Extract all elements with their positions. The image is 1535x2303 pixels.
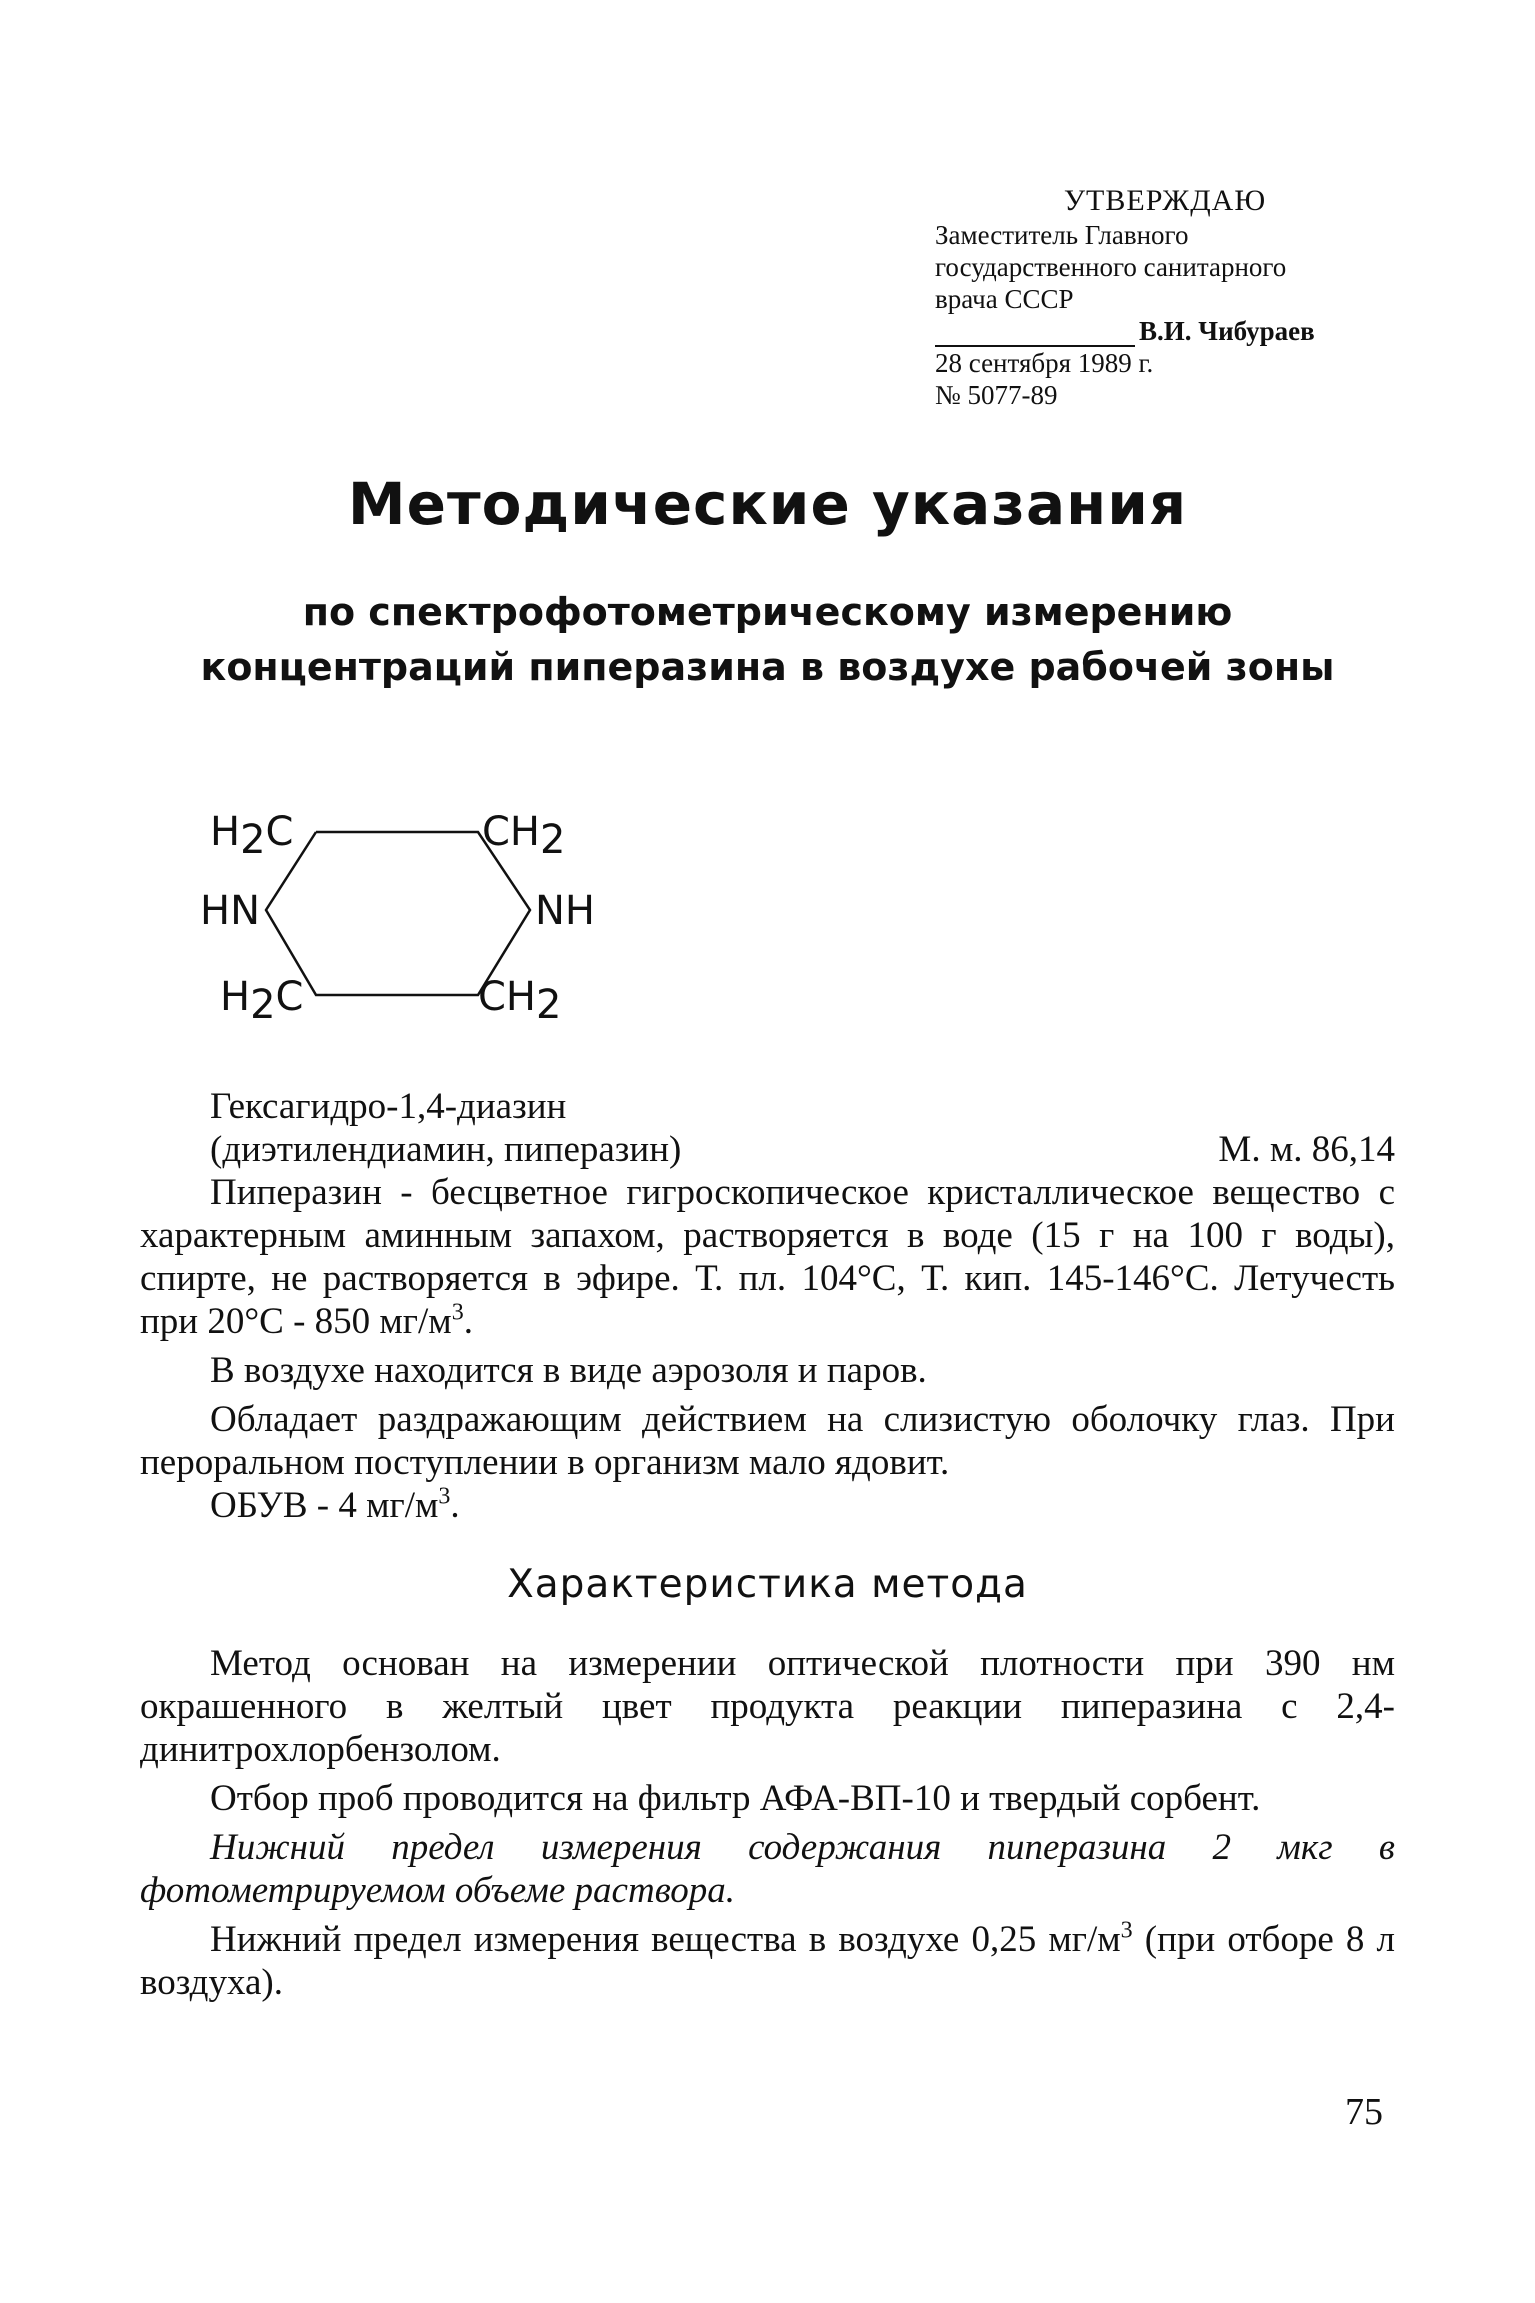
signatory-name: В.И. Чибураев (1139, 316, 1315, 346)
ring-bonds (266, 832, 530, 995)
signature-line (935, 315, 1395, 347)
paragraph-air-state: В воздухе находится в виде аэрозоля и паров. (210, 1350, 927, 1391)
label-ch2-bottom: CH2 (478, 974, 562, 1028)
signature-underline (935, 319, 1135, 347)
label-h2c-bottom: H2C (220, 974, 304, 1028)
method-lower-limit-solution: Нижний предел измерения содержания пиперазина 2 мкг в фотометрируемом объеме раствора. (140, 1827, 1395, 1911)
method-principle: Метод основан на измерении оптической плотности при 390 нм окрашенного в желтый цвет продукта реакции пиперазина с 2,4-динитрохлорбензолом. (140, 1643, 1395, 1770)
approval-position-1: Заместитель Главного (935, 220, 1189, 250)
label-ch2-top: CH2 (482, 809, 566, 863)
paragraph-properties: Пиперазин - бесцветное гигроскопическое кристаллическое вещество с характерным аминным запахом, растворяется в воде (15 г на 100 г воды), спирте, не растворяется в эфире. Т. пл. 104°С, Т. кип. 145-146°С. Летучесть при 20°С - 850 $мг/м^3$. (140, 1172, 1395, 1342)
approval-position-3: врача СССР (935, 284, 1074, 314)
paragraph-obuv: ОБУВ - 4 $мг/м^3$. (210, 1483, 460, 1526)
label-hn: HN (200, 888, 260, 934)
document-body (140, 1085, 1395, 2004)
document-title: Методические указания (347, 470, 1188, 538)
subtitle-line-1: по спектрофотометрическому измерению (302, 590, 1233, 634)
label-h2c-top: H2C (210, 809, 294, 863)
approval-position-2: государственного санитарного (935, 252, 1287, 282)
molar-mass: М. м. 86,14 (1218, 1129, 1395, 1170)
approval-number: № 5077-89 (935, 380, 1058, 410)
compound-row (140, 1128, 1395, 1171)
method-sampling: Отбор проб проводится на фильтр АФА-ВП-10 и твердый сорбент. (210, 1778, 1261, 1819)
method-lower-limit-air: Нижний предел измерения вещества в воздухе 0,25 $мг/м^3$ (при отборе 8 л воздуха). (140, 1917, 1395, 2003)
approval-block (935, 185, 1395, 411)
piperazine-ring-diagram (190, 800, 610, 1050)
compound-synonyms: (диэтилендиамин, пиперазин) (210, 1129, 682, 1170)
structural-formula (190, 800, 610, 1050)
page-number: 75 (1345, 2091, 1383, 2133)
document-subtitle (0, 585, 1535, 695)
section-heading: Характеристика метода (507, 1562, 1028, 1607)
compound-name: Гексагидро-1,4-диазин (210, 1086, 567, 1127)
approval-heading: УТВЕРЖДАЮ (1063, 184, 1267, 217)
approval-date: 28 сентября 1989 г. (935, 348, 1154, 378)
paragraph-toxicity: Обладает раздражающим действием на слизистую оболочку глаз. При пероральном поступлении в организм мало ядовит. (140, 1399, 1395, 1483)
subtitle-line-2: концентраций пиперазина в воздухе рабочей зоны (200, 645, 1335, 689)
label-nh: NH (535, 888, 595, 934)
